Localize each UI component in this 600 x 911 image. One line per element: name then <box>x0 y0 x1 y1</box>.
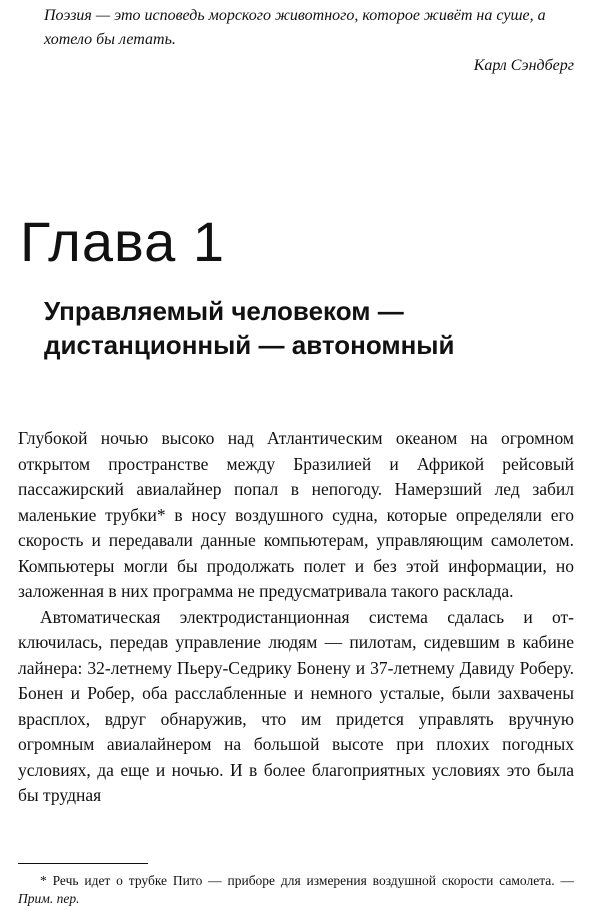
footnote-divider <box>18 863 148 864</box>
epigraph-text: Поэзия — это исповедь морского животного, которое живёт на суше, а хотело бы летать. <box>44 7 546 48</box>
epigraph-author: Карл Сэндберг <box>473 57 574 74</box>
paragraph: Глубокой ночью высоко над Атлантическим океаном на огромном открытом пространстве между Бразилией и Африкой рейсовый пассажирский авиалайнер попал в непогоду. Намерзший лед забил маленькие трубки* в носу воздушного судна, которые определяли его скорость и передавали данные компьютерам, управляющим самолетом. Компьютеры могли бы продолжать полет и без этой информации, но заложенная в них программа не предусматривала такого расклада. <box>18 428 574 601</box>
footnote <box>18 872 574 908</box>
paragraph: Автоматическая электродистанционная система сдалась и отключилась, передав управление людям — пилотам, сидевшим в кабине лайнера: 32-летнему Пьеру-Седрику Бонену и 37-летнему Давиду Роберу. Бонен и Робер, оба расслабленные и немного усталые, были захвачены врасплох, вдруг обнаружив, что им придется управлять вручную огромным авиалайнером на большой высоте при плохих погодных условиях, да еще и ночью. И в более благоприятных условиях это была бы трудная <box>18 606 574 805</box>
footnote-text: * Речь идет о трубке Пито — приборе для измерения воздушной скорости самолета. — <box>40 873 574 888</box>
chapter-subtitle: Управляемый человеком — дистанционный — автономный <box>44 296 455 360</box>
body-text <box>18 426 574 809</box>
epigraph <box>44 4 574 78</box>
translator-note: Прим. пер. <box>18 891 80 906</box>
chapter-title: Глава 1 <box>20 210 225 273</box>
